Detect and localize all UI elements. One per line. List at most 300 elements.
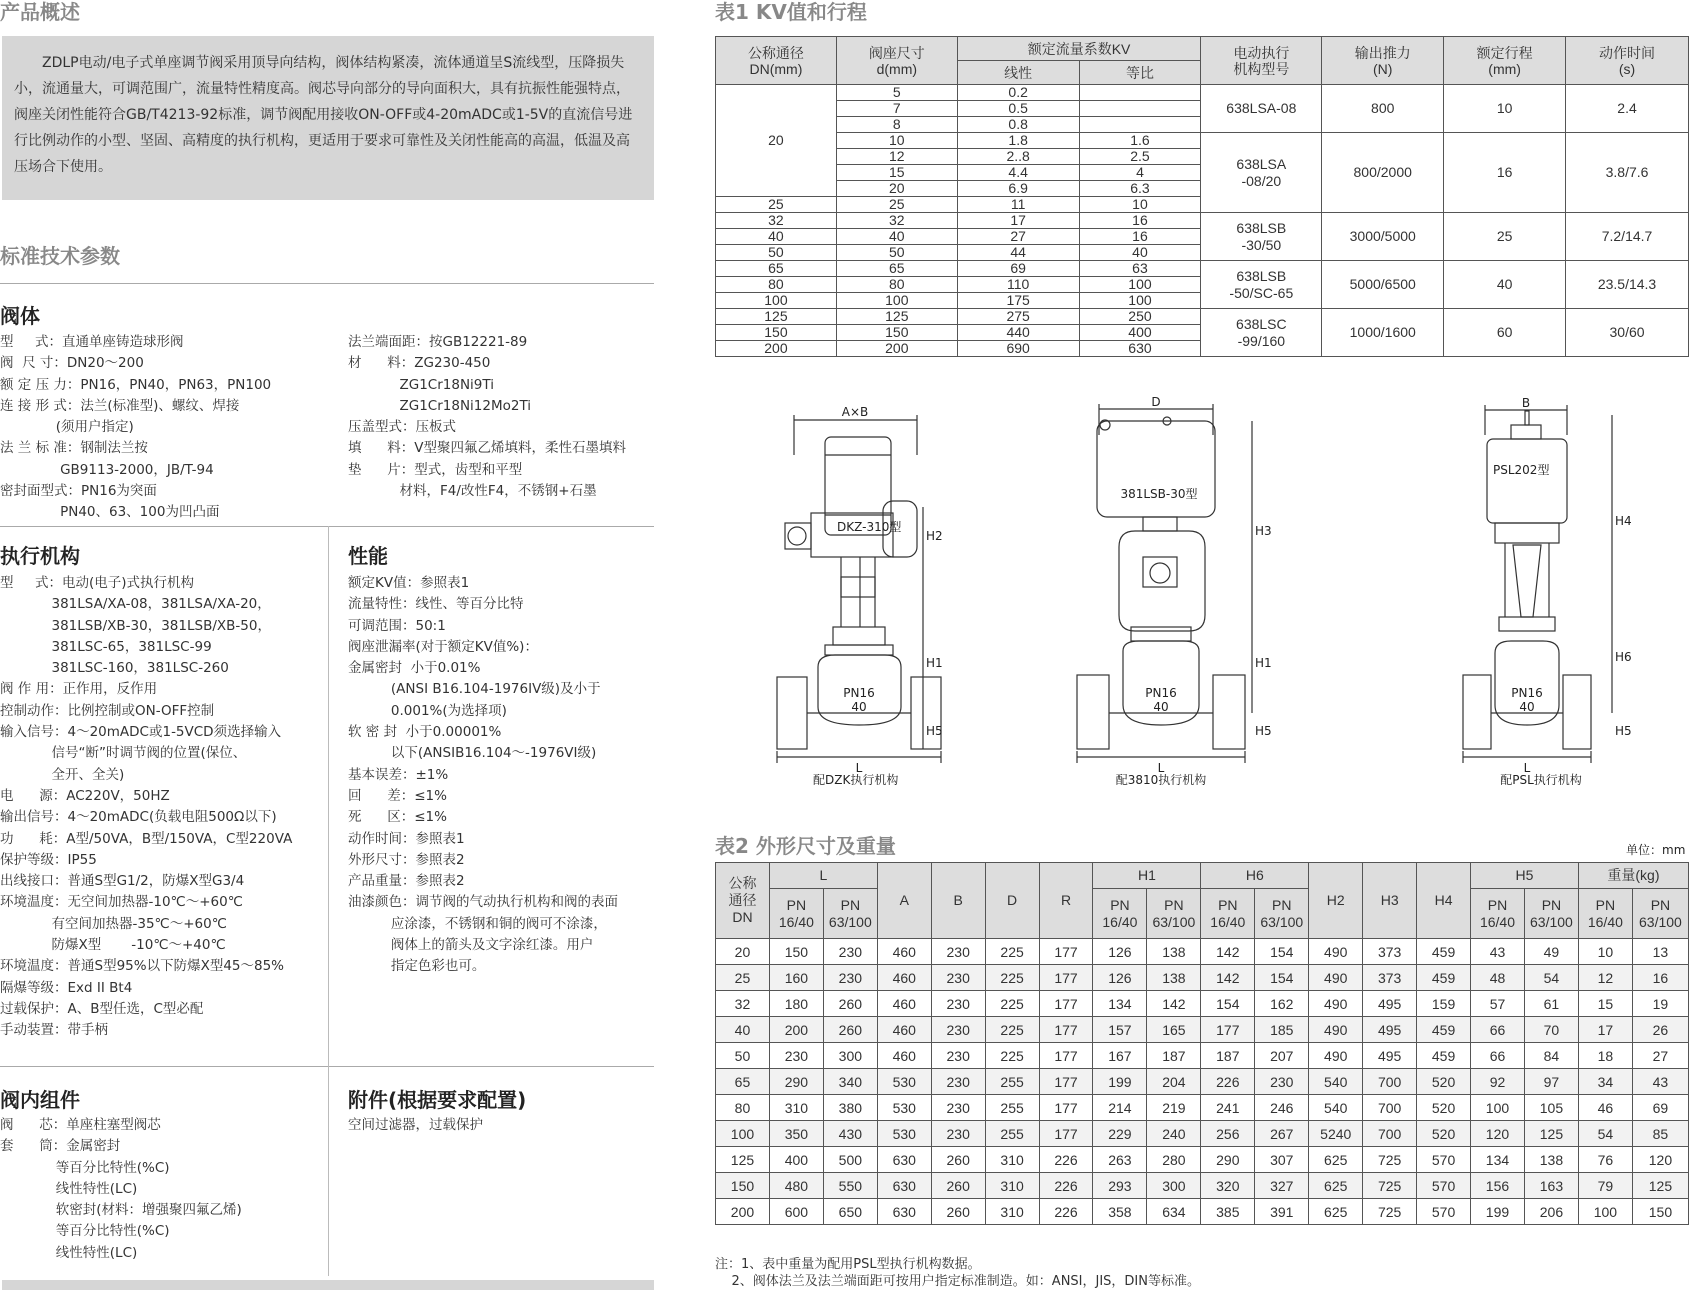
cell-dn: 20 — [716, 85, 837, 197]
d3-dim-label: B — [1521, 396, 1531, 410]
cell: 142 — [1201, 965, 1255, 991]
cell-seat: 12 — [836, 149, 957, 165]
cell: 226 — [1201, 1069, 1255, 1095]
cell-lin: 690 — [957, 341, 1079, 357]
note-2: 2、阀体法兰及法兰端面距可按用户指定标准制造。如：ANSI，JIS，DIN等标准。 — [715, 1274, 1200, 1289]
th2-pn_a: PN 16/40 — [1578, 889, 1632, 939]
cell-eq: 40 — [1079, 245, 1201, 261]
cell-thrust: 800/2000 — [1322, 133, 1444, 213]
actuator-title: 执行机构 — [0, 544, 80, 568]
cell: 154 — [1201, 991, 1255, 1017]
cell: 459 — [1417, 1017, 1471, 1043]
cell-eq: 250 — [1079, 309, 1201, 325]
d2-pn2-label: 40 — [1153, 700, 1169, 714]
cell: 80 — [716, 1095, 770, 1121]
cell: 380 — [823, 1095, 877, 1121]
cell: 225 — [985, 1043, 1039, 1069]
cell: 230 — [931, 991, 985, 1017]
cell: 187 — [1147, 1043, 1201, 1069]
cell: 100 — [716, 1121, 770, 1147]
th2-A: A — [877, 863, 931, 939]
cell: 177 — [1039, 1121, 1093, 1147]
cell: 340 — [823, 1069, 877, 1095]
cell: 177 — [1039, 965, 1093, 991]
cell: 490 — [1309, 939, 1363, 965]
cell: 177 — [1039, 1069, 1093, 1095]
cell-seat: 50 — [836, 245, 957, 261]
divider — [0, 526, 654, 527]
footer-bar — [2, 1280, 654, 1290]
cell: 530 — [877, 1069, 931, 1095]
cell: 49 — [1524, 939, 1578, 965]
th-equal: 等比 — [1079, 61, 1201, 85]
th2-pn_b: PN 63/100 — [823, 889, 877, 939]
cell: 520 — [1417, 1095, 1471, 1121]
cell: 230 — [931, 1095, 985, 1121]
performance-title: 性能 — [348, 544, 388, 568]
cell: 327 — [1255, 1173, 1309, 1199]
cell-eq: 4 — [1079, 165, 1201, 181]
column-divider — [328, 526, 329, 1066]
cell: 19 — [1632, 991, 1688, 1017]
th2-H1: H1 — [1093, 863, 1201, 889]
th-seat: 阀座尺寸 d(mm) — [836, 37, 957, 85]
th2-pn_b: PN 63/100 — [1524, 889, 1578, 939]
cell: 625 — [1309, 1199, 1363, 1225]
cell-seat: 10 — [836, 133, 957, 149]
kv-table-row — [716, 261, 1689, 277]
d3-pn-label: PN16 — [1511, 686, 1543, 700]
cell: 84 — [1524, 1043, 1578, 1069]
cell: 625 — [1309, 1173, 1363, 1199]
th2-D: D — [985, 863, 1039, 939]
cell: 700 — [1363, 1121, 1417, 1147]
th2-H4: H4 — [1417, 863, 1471, 939]
cell: 177 — [1039, 1017, 1093, 1043]
cell: 229 — [1093, 1121, 1147, 1147]
cell-stroke: 60 — [1444, 309, 1566, 357]
cell: 310 — [985, 1173, 1039, 1199]
cell-stroke: 10 — [1444, 85, 1566, 133]
cell: 126 — [1093, 965, 1147, 991]
cell: 25 — [716, 965, 770, 991]
cell: 430 — [823, 1121, 877, 1147]
cell: 199 — [1471, 1199, 1525, 1225]
cell: 358 — [1093, 1199, 1147, 1225]
cell: 630 — [877, 1199, 931, 1225]
cell: 214 — [1093, 1095, 1147, 1121]
cell: 460 — [877, 965, 931, 991]
th2-H2: H2 — [1309, 863, 1363, 939]
cell: 700 — [1363, 1069, 1417, 1095]
cell: 100 — [1578, 1199, 1632, 1225]
cell: 373 — [1363, 939, 1417, 965]
d3-h5-label: H5 — [1615, 724, 1632, 738]
cell: 230 — [769, 1043, 823, 1069]
cell-seat: 20 — [836, 181, 957, 197]
cell-dn: 200 — [716, 341, 837, 357]
kv-table-row — [716, 85, 1689, 101]
d3-pn2-label: 40 — [1519, 700, 1535, 714]
cell-seat: 40 — [836, 229, 957, 245]
cell: 10 — [1578, 939, 1632, 965]
cell: 255 — [985, 1095, 1039, 1121]
dim-table-row — [716, 1069, 1689, 1095]
dim-table-row — [716, 1121, 1689, 1147]
cell: 290 — [1201, 1147, 1255, 1173]
cell: 490 — [1309, 1043, 1363, 1069]
column-divider — [328, 1066, 329, 1276]
cell: 230 — [931, 1121, 985, 1147]
cell-lin: 0.2 — [957, 85, 1079, 101]
params-title: 标准技术参数 — [0, 244, 120, 268]
cell-lin: 2..8 — [957, 149, 1079, 165]
cell-stroke: 40 — [1444, 261, 1566, 309]
cell: 495 — [1363, 991, 1417, 1017]
d1-pn2-label: 40 — [851, 700, 867, 714]
divider — [0, 283, 654, 284]
cell: 157 — [1093, 1017, 1147, 1043]
d1-h2-label: H2 — [926, 529, 943, 543]
cell: 373 — [1363, 965, 1417, 991]
cell: 61 — [1524, 991, 1578, 1017]
cell-lin: 6.9 — [957, 181, 1079, 197]
cell: 65 — [716, 1069, 770, 1095]
th-time: 动作时间 (s) — [1566, 37, 1689, 85]
cell: 50 — [716, 1043, 770, 1069]
th2-pn_a: PN 16/40 — [1201, 889, 1255, 939]
cell: 246 — [1255, 1095, 1309, 1121]
overview-text: ZDLP电动/电子式单座调节阀采用顶导向结构，阀体结构紧凑，流体通道呈S流线型，压降损失小，流通量大，可调范围广，流量特性精度高。阀芯导向部分的导向面积大，具有抗振性能强特点，阀座关闭性能符合GB/T4213-92标准，调节阀配用接收ON-OFF或4-20mADC或1-5V的直流信号进行比例动作的小型、坚固、高精度的执行机构，更适用于要求可靠性及关闭性能高的高温，低温及高压场合下使用。 — [14, 55, 633, 175]
dim-table-row — [716, 1173, 1689, 1199]
cell-model: 638LSA -08/20 — [1201, 133, 1322, 213]
cell: 134 — [1093, 991, 1147, 1017]
th2-pn_b: PN 63/100 — [1632, 889, 1688, 939]
cell: 18 — [1578, 1043, 1632, 1069]
cell: 459 — [1417, 1043, 1471, 1069]
d1-dim-label: A×B — [841, 405, 869, 419]
cell: 459 — [1417, 965, 1471, 991]
cell: 460 — [877, 991, 931, 1017]
th-kv: 额定流量系数KV — [957, 37, 1201, 61]
cell: 307 — [1255, 1147, 1309, 1173]
cell-lin: 11 — [957, 197, 1079, 213]
cell: 177 — [1201, 1017, 1255, 1043]
cell: 154 — [1255, 965, 1309, 991]
cell: 120 — [1632, 1147, 1688, 1173]
cell-time: 23.5/14.3 — [1566, 261, 1689, 309]
cell-eq: 1.6 — [1079, 133, 1201, 149]
d2-dim-label: D — [1151, 395, 1161, 409]
cell: 125 — [716, 1147, 770, 1173]
cell: 300 — [1147, 1173, 1201, 1199]
cell: 17 — [1578, 1017, 1632, 1043]
cell: 225 — [985, 991, 1039, 1017]
psl-valve-drawing — [1463, 405, 1612, 763]
cell: 700 — [1363, 1095, 1417, 1121]
cell: 600 — [769, 1199, 823, 1225]
cell: 460 — [877, 1017, 931, 1043]
cell: 40 — [716, 1017, 770, 1043]
cell: 385 — [1201, 1199, 1255, 1225]
th2-H5: H5 — [1471, 863, 1579, 889]
cell-seat: 65 — [836, 261, 957, 277]
cell: 20 — [716, 939, 770, 965]
d1-pn-label: PN16 — [843, 686, 875, 700]
cell: 225 — [985, 965, 1039, 991]
cell-thrust: 800 — [1322, 85, 1444, 133]
cell: 34 — [1578, 1069, 1632, 1095]
cell: 725 — [1363, 1199, 1417, 1225]
d3-h6-label: H6 — [1615, 650, 1632, 664]
cell-thrust: 1000/1600 — [1322, 309, 1444, 357]
cell-eq — [1079, 85, 1201, 101]
cell: 57 — [1471, 991, 1525, 1017]
cell-dn: 80 — [716, 277, 837, 293]
cell-eq: 630 — [1079, 341, 1201, 357]
cell: 134 — [1471, 1147, 1525, 1173]
cell: 138 — [1524, 1147, 1578, 1173]
cell-eq: 6.3 — [1079, 181, 1201, 197]
cell: 43 — [1632, 1069, 1688, 1095]
th-dn: 公称通径 DN(mm) — [716, 37, 837, 85]
cell: 725 — [1363, 1147, 1417, 1173]
cell-seat: 80 — [836, 277, 957, 293]
cell: 226 — [1039, 1199, 1093, 1225]
cell: 255 — [985, 1069, 1039, 1095]
kv-table-row — [716, 213, 1689, 229]
cell: 260 — [931, 1147, 985, 1173]
cell: 293 — [1093, 1173, 1147, 1199]
cell-seat: 8 — [836, 117, 957, 133]
d3-caption: 配PSL执行机构 — [1500, 773, 1582, 785]
cell-eq: 16 — [1079, 213, 1201, 229]
cell: 495 — [1363, 1017, 1417, 1043]
dim-table-row — [716, 1199, 1689, 1225]
cell: 48 — [1471, 965, 1525, 991]
cell: 263 — [1093, 1147, 1147, 1173]
th2-pn_b: PN 63/100 — [1255, 889, 1309, 939]
cell: 150 — [769, 939, 823, 965]
cell: 230 — [931, 1017, 985, 1043]
overview-title: 产品概述 — [0, 0, 80, 24]
cell: 177 — [1039, 991, 1093, 1017]
cell-stroke: 25 — [1444, 213, 1566, 261]
cell-lin: 27 — [957, 229, 1079, 245]
cell: 199 — [1093, 1069, 1147, 1095]
cell-lin: 0.8 — [957, 117, 1079, 133]
cell-seat: 7 — [836, 101, 957, 117]
cell: 177 — [1039, 939, 1093, 965]
cell: 76 — [1578, 1147, 1632, 1173]
cell: 530 — [877, 1121, 931, 1147]
th2-H3: H3 — [1363, 863, 1417, 939]
th2-pn_a: PN 16/40 — [1093, 889, 1147, 939]
cell: 204 — [1147, 1069, 1201, 1095]
cell: 163 — [1524, 1173, 1578, 1199]
cell-model: 638LSB -30/50 — [1201, 213, 1322, 261]
note-1: 注：1、表中重量为配用PSL型执行机构数据。 — [715, 1257, 981, 1272]
cell: 207 — [1255, 1043, 1309, 1069]
actuator-specs: 型 式：电动(电子)式执行机构 381LSA/XA-08，381LSA/XA-20， 381LSB/XB-30，381LSB/XB-50， 381LSC-65，381LSC-99 381LSC-160，381LSC-260 阀 作 用：正作用，反作用 控制动作：比例控制或ON-OFF控制 输入信号：4～20mADC或1-5VCD须选择输入 信号“断”时调节阀的位置(保位、 全开、全关) 电 源：AC220V，50HZ 输出信号：4～20mADC(负载电阻500Ω以下) 功 耗：A型/50VA，B型/150VA，C型220VA 保护等级：IP55 出线接口：普通S型G1/2，防爆X型G3/4 环境温度：无空间加热器-10℃～+60℃ 有空间加热器-35℃～+60℃ 防爆X型 -10℃～+40℃ 环境温度：普通S型95%以下防爆X型45～85% 隔爆等级：Exd II Bt4 过载保护：A、B型任选，C型必配 手动装置：带手柄 — [0, 575, 293, 1039]
cell: 66 — [1471, 1017, 1525, 1043]
cell: 66 — [1471, 1043, 1525, 1069]
cell: 630 — [877, 1147, 931, 1173]
cell-lin: 0.5 — [957, 101, 1079, 117]
cell: 105 — [1524, 1095, 1578, 1121]
cell-eq: 10 — [1079, 197, 1201, 213]
cell: 138 — [1147, 939, 1201, 965]
cell: 241 — [1201, 1095, 1255, 1121]
cell: 177 — [1039, 1095, 1093, 1121]
cell: 206 — [1524, 1199, 1578, 1225]
cell-lin: 440 — [957, 325, 1079, 341]
cell-lin: 175 — [957, 293, 1079, 309]
cell: 230 — [823, 965, 877, 991]
dim-table-row — [716, 1017, 1689, 1043]
cell: 97 — [1524, 1069, 1578, 1095]
dim-table-row — [716, 1147, 1689, 1173]
cell-seat: 125 — [836, 309, 957, 325]
cell-lin: 17 — [957, 213, 1079, 229]
cell: 240 — [1147, 1121, 1201, 1147]
cell: 79 — [1578, 1173, 1632, 1199]
cell-seat: 150 — [836, 325, 957, 341]
th2-R: R — [1039, 863, 1093, 939]
d1-caption: 配DZK执行机构 — [813, 773, 899, 785]
internal-specs: 阀 芯：单座柱塞型阀芯 套 筒：金属密封 等百分比特性(%C) 线性特性(LC) 软密封(材料：增强聚四氟乙烯) 等百分比特性(%C) 线性特性(LC) — [0, 1117, 242, 1261]
kv-table-row — [716, 309, 1689, 325]
cell: 12 — [1578, 965, 1632, 991]
cell: 520 — [1417, 1069, 1471, 1095]
cell: 310 — [985, 1147, 1039, 1173]
kv-table-row — [716, 133, 1689, 149]
cell: 500 — [823, 1147, 877, 1173]
cell: 138 — [1147, 965, 1201, 991]
cell-eq: 100 — [1079, 277, 1201, 293]
cell: 256 — [1201, 1121, 1255, 1147]
cell-seat: 25 — [836, 197, 957, 213]
th2-L: L — [769, 863, 877, 889]
cell-seat: 5 — [836, 85, 957, 101]
th2-weight: 重量(kg) — [1578, 863, 1688, 889]
cell: 219 — [1147, 1095, 1201, 1121]
cell: 32 — [716, 991, 770, 1017]
cell: 300 — [823, 1043, 877, 1069]
cell: 540 — [1309, 1069, 1363, 1095]
internal-title: 阀内组件 — [0, 1088, 80, 1112]
cell: 54 — [1578, 1121, 1632, 1147]
kv-stroke-table — [715, 36, 1689, 357]
cell: 69 — [1632, 1095, 1688, 1121]
cell-lin: 1.8 — [957, 133, 1079, 149]
cell: 177 — [1039, 1043, 1093, 1069]
cell-eq: 16 — [1079, 229, 1201, 245]
body-specs-left: 型 式：直通单座铸造球形阀 阀 尺 寸：DN20～200 额 定 压 力：PN16，PN40，PN63，PN100 连 接 形 式：法兰(标准型)、螺纹、焊接 (须用户指定) 法 兰 标 准：钢制法兰按 GB9113-2000，JB/T-94 密封面型式：PN16为突面 PN40、63、100为凹凸面 — [0, 334, 272, 521]
cell-lin: 69 — [957, 261, 1079, 277]
d1-l-label: L — [855, 761, 863, 775]
th2-pn_a: PN 16/40 — [769, 889, 823, 939]
th2-H6: H6 — [1201, 863, 1309, 889]
cell: 85 — [1632, 1121, 1688, 1147]
cell-time: 30/60 — [1566, 309, 1689, 357]
cell: 480 — [769, 1173, 823, 1199]
cell: 490 — [1309, 965, 1363, 991]
d1-model-label: DKZ-310型 — [837, 520, 902, 534]
cell: 5240 — [1309, 1121, 1363, 1147]
cell: 43 — [1471, 939, 1525, 965]
cell: 460 — [877, 939, 931, 965]
th2-pn_b: PN 63/100 — [1147, 889, 1201, 939]
cell: 625 — [1309, 1147, 1363, 1173]
d2-h1-label: H1 — [1255, 656, 1272, 670]
cell: 570 — [1417, 1147, 1471, 1173]
d2-model-label: 381LSB-30型 — [1120, 487, 1198, 501]
cell: 226 — [1039, 1147, 1093, 1173]
cell: 391 — [1255, 1199, 1309, 1225]
cell: 13 — [1632, 939, 1688, 965]
cell: 570 — [1417, 1199, 1471, 1225]
cell-thrust: 5000/6500 — [1322, 261, 1444, 309]
cell: 260 — [823, 1017, 877, 1043]
cell: 226 — [1039, 1173, 1093, 1199]
cell-seat: 32 — [836, 213, 957, 229]
cell: 267 — [1255, 1121, 1309, 1147]
th-stroke: 额定行程 (mm) — [1444, 37, 1566, 85]
d2-caption: 配3810执行机构 — [1115, 773, 1207, 785]
cell: 125 — [1632, 1173, 1688, 1199]
unit-label: 单位：mm — [1626, 843, 1686, 857]
cell: 159 — [1417, 991, 1471, 1017]
cell: 26 — [1632, 1017, 1688, 1043]
cell: 725 — [1363, 1173, 1417, 1199]
cell-seat: 100 — [836, 293, 957, 309]
cell-seat: 15 — [836, 165, 957, 181]
cell: 230 — [931, 965, 985, 991]
cell: 120 — [1471, 1121, 1525, 1147]
cell-time: 7.2/14.7 — [1566, 213, 1689, 261]
cell: 162 — [1255, 991, 1309, 1017]
cell: 200 — [716, 1199, 770, 1225]
cell: 280 — [1147, 1147, 1201, 1173]
d2-h5-label: H5 — [1255, 724, 1272, 738]
table2-title: 表2 外形尺寸及重量 — [715, 834, 896, 858]
dim-table-row — [716, 1043, 1689, 1069]
cell: 310 — [985, 1199, 1039, 1225]
cell: 200 — [769, 1017, 823, 1043]
d3-h4-label: H4 — [1615, 514, 1632, 528]
cell: 310 — [769, 1095, 823, 1121]
cell: 92 — [1471, 1069, 1525, 1095]
cell-dn: 50 — [716, 245, 837, 261]
cell: 70 — [1524, 1017, 1578, 1043]
body-specs-right: 法兰端面距：按GB12221-89 材 料：ZG230-450 ZG1Cr18Ni9Ti ZG1Cr18Ni12Mo2Ti 压盖型式：压板式 填 料：V型聚四氟乙烯填料，柔性石墨填料 垫 片：型式，齿型和平型 材料，F4/改性F4，不锈钢+石墨 — [348, 334, 626, 500]
cell-lin: 275 — [957, 309, 1079, 325]
cell: 230 — [931, 939, 985, 965]
cell: 54 — [1524, 965, 1578, 991]
cell: 400 — [769, 1147, 823, 1173]
cell: 230 — [1255, 1069, 1309, 1095]
d1-h5-label: H5 — [926, 724, 943, 738]
cell: 165 — [1147, 1017, 1201, 1043]
valve-drawings — [715, 395, 1691, 785]
cell-eq: 2.5 — [1079, 149, 1201, 165]
th2-B: B — [931, 863, 985, 939]
cell-dn: 125 — [716, 309, 837, 325]
cell-dn: 65 — [716, 261, 837, 277]
cell-eq — [1079, 117, 1201, 133]
th-thrust: 输出推力 (N) — [1322, 37, 1444, 85]
